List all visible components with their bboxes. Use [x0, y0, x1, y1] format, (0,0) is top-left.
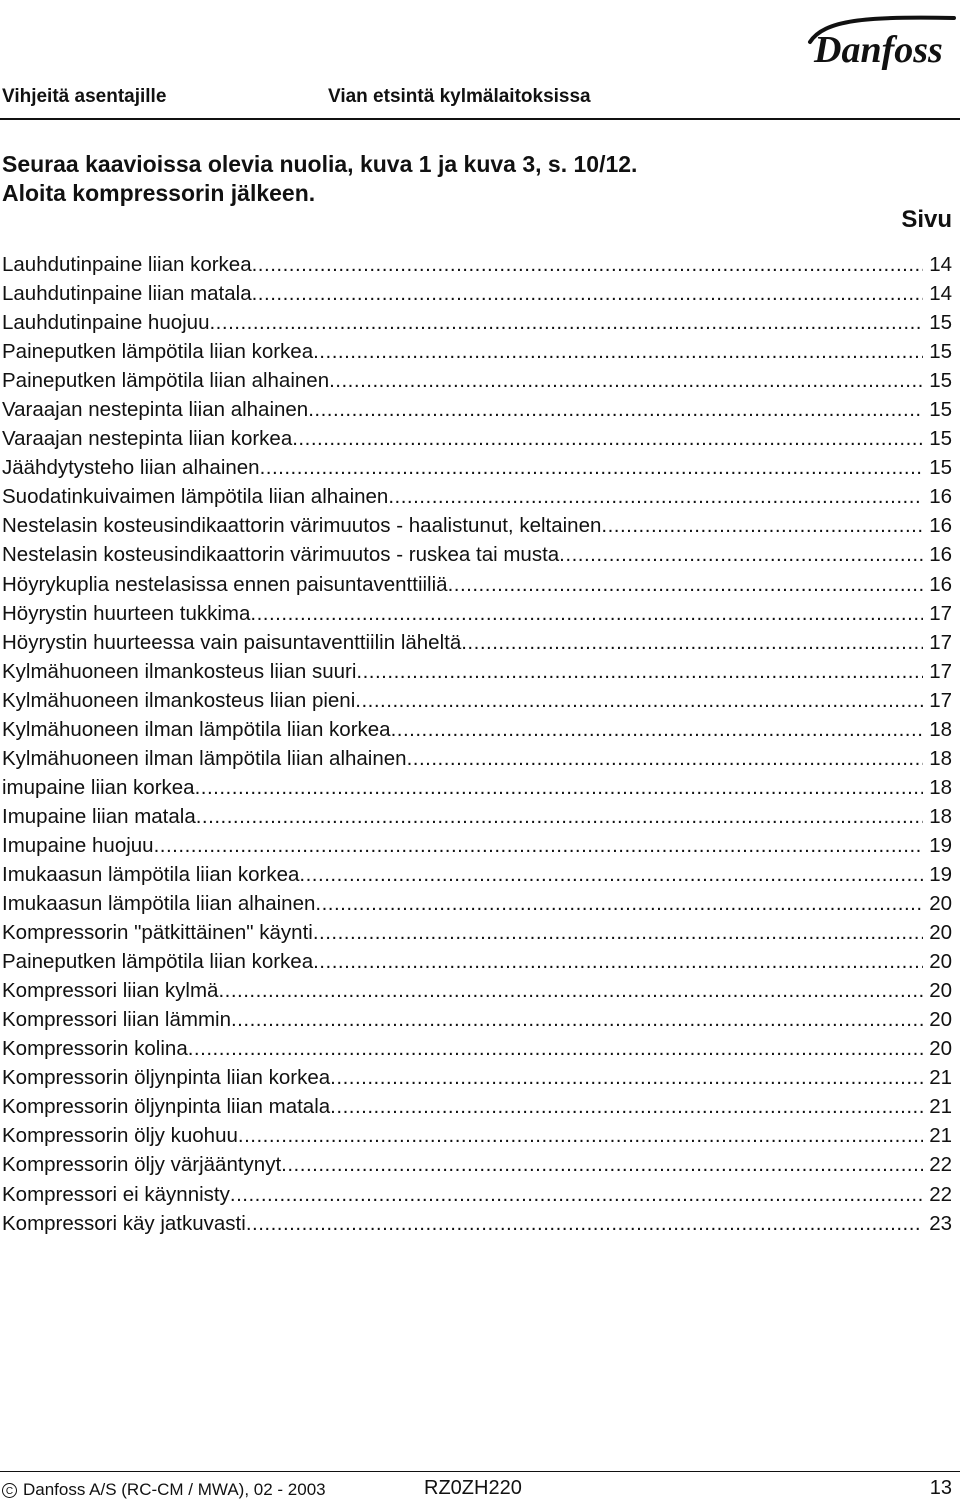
toc-dot-leader: [448, 570, 924, 599]
toc-entry-page: 18: [929, 746, 952, 770]
toc-entry-label: Varaajan nestepinta liian korkea: [2, 427, 293, 451]
toc-dot-leader: [355, 686, 923, 715]
toc-entry-page: 16: [929, 543, 952, 567]
toc-entry: [2, 1063, 952, 1092]
toc-entry-page: 14: [929, 282, 952, 306]
toc-entry: [2, 1180, 952, 1209]
toc-entry-page: 17: [929, 630, 952, 654]
toc-entry: [2, 860, 952, 889]
toc-dot-leader: [196, 802, 923, 831]
toc-dot-leader: [461, 628, 923, 657]
toc-dot-leader: [315, 889, 923, 918]
intro-text: [2, 150, 637, 208]
toc-dot-leader: [407, 744, 924, 773]
toc-entry: [2, 453, 952, 482]
toc-entry-label: Kompressori liian lämmin: [2, 1008, 231, 1032]
toc-entry-label: Höyrystin huurteessa vain paisuntaventtiilin läheltä: [2, 630, 462, 654]
toc-entry: [2, 279, 952, 308]
toc-entry: [2, 918, 952, 947]
toc-dot-leader: [330, 1092, 923, 1121]
footer-left-text: Danfoss A/S (RC-CM / MWA), 02 - 2003: [23, 1480, 326, 1499]
header-left-title: Vihjeitä asentajille: [2, 86, 167, 107]
toc-entry: [2, 1092, 952, 1121]
toc-entry-page: 20: [929, 892, 952, 916]
toc-entry-label: Imupaine liian matala: [2, 804, 196, 828]
toc-dot-leader: [218, 976, 923, 1005]
toc-dot-leader: [391, 715, 924, 744]
toc-entry-page: 16: [929, 485, 952, 509]
toc-entry-label: Paineputken lämpötila liian korkea: [2, 950, 314, 974]
toc-dot-leader: [313, 918, 923, 947]
toc-entry-label: Kompressorin öljynpinta liian matala: [2, 1095, 331, 1119]
toc-dot-leader: [330, 1063, 923, 1092]
toc-entry-label: Höyrystin huurteen tukkima: [2, 601, 251, 625]
toc-dot-leader: [260, 453, 924, 482]
toc-dot-leader: [154, 831, 924, 860]
toc-dot-leader: [292, 424, 923, 453]
toc-entry-page: 15: [929, 427, 952, 451]
toc-entry: [2, 366, 952, 395]
toc-entry-label: Imupaine huojuu: [2, 833, 154, 857]
toc-dot-leader: [246, 1209, 923, 1238]
toc-entry: [2, 744, 952, 773]
toc-entry: [2, 540, 952, 569]
toc-entry-page: 14: [929, 253, 952, 276]
toc-entry: [2, 802, 952, 831]
toc-entry-page: 19: [929, 833, 952, 857]
toc-entry-page: 21: [929, 1124, 952, 1148]
toc-dot-leader: [313, 947, 923, 976]
toc-entry: [2, 1034, 952, 1063]
toc-entry: [2, 250, 952, 279]
toc-entry-page: 16: [929, 514, 952, 538]
toc-entry-page: 21: [929, 1066, 952, 1090]
toc-entry: [2, 947, 952, 976]
copyright-icon: C: [2, 1483, 17, 1498]
toc-dot-leader: [252, 279, 924, 308]
toc-entry-label: Kompressori liian kylmä: [2, 979, 219, 1003]
toc-entry: [2, 511, 952, 540]
footer-page-number: 13: [929, 1477, 952, 1499]
danfoss-logo: [806, 12, 958, 72]
toc-entry: [2, 1121, 952, 1150]
toc-dot-leader: [313, 337, 923, 366]
toc-entry-page: 15: [929, 369, 952, 393]
toc-entry-page: 19: [929, 862, 952, 886]
header-right-title: Vian etsintä kylmälaitoksissa: [328, 86, 591, 107]
toc-entry: [2, 395, 952, 424]
toc-entry: [2, 628, 952, 657]
toc-entry-page: 23: [929, 1211, 952, 1235]
toc-entry-label: Kompressori käy jatkuvasti: [2, 1211, 246, 1235]
toc-dot-leader: [250, 599, 923, 628]
intro-line-1: Seuraa kaavioissa olevia nuolia, kuva 1 ja kuva 3, s. 10/12.: [2, 151, 638, 177]
toc-dot-leader: [356, 657, 923, 686]
footer-doc-code: RZ0ZH220: [424, 1477, 522, 1499]
footer-divider: [0, 1471, 960, 1472]
toc-entry: [2, 715, 952, 744]
toc-entry-label: Kompressori ei käynnisty: [2, 1182, 230, 1206]
toc-entry-label: Jäähdytysteho liian alhainen: [2, 456, 260, 480]
toc-dot-leader: [252, 250, 924, 279]
page-column-header: Sivu: [901, 206, 952, 233]
toc-entry-label: Suodatinkuivaimen lämpötila liian alhainen: [2, 485, 389, 509]
toc-entry-page: 20: [929, 1008, 952, 1032]
toc-entry-page: 17: [929, 601, 952, 625]
toc-dot-leader: [308, 395, 923, 424]
toc-entry-page: 22: [929, 1153, 952, 1177]
toc-entry-label: Kompressorin öljynpinta liian korkea: [2, 1066, 331, 1090]
toc-entry-label: Kompressorin "pätkittäinen" käynti: [2, 921, 313, 945]
toc-entry-page: 18: [929, 717, 952, 741]
toc-entry-page: 18: [929, 775, 952, 799]
toc-dot-leader: [188, 1034, 923, 1063]
toc-dot-leader: [238, 1121, 923, 1150]
toc-entry: [2, 773, 952, 802]
toc-entry: [2, 337, 952, 366]
toc-entry: [2, 424, 952, 453]
toc-entry-label: Varaajan nestepinta liian alhainen: [2, 398, 309, 422]
toc-entry: [2, 570, 952, 599]
toc-dot-leader: [209, 308, 923, 337]
toc-entry-page: 17: [929, 688, 952, 712]
toc-entry-page: 18: [929, 804, 952, 828]
toc-dot-leader: [329, 366, 923, 395]
toc-entry-label: imupaine liian korkea: [2, 775, 195, 799]
toc-entry: [2, 657, 952, 686]
toc-entry: [2, 1209, 952, 1238]
toc-entry: [2, 482, 952, 511]
toc-entry: [2, 1005, 952, 1034]
toc-dot-leader: [231, 1005, 923, 1034]
toc-entry: [2, 599, 952, 628]
intro-line-2: Aloita kompressorin jälkeen.: [2, 180, 316, 206]
toc-entry-label: Kylmähuoneen ilmankosteus liian pieni: [2, 688, 356, 712]
toc-entry-label: Kompressorin kolina: [2, 1037, 188, 1061]
toc-entry-page: 16: [929, 572, 952, 596]
toc-entry-page: 20: [929, 979, 952, 1003]
toc-entry-label: Imukaasun lämpötila liian alhainen: [2, 892, 316, 916]
toc-entry-label: Kylmähuoneen ilmankosteus liian suuri: [2, 659, 357, 683]
toc-entry-label: Imukaasun lämpötila liian korkea: [2, 862, 300, 886]
toc-entry: [2, 308, 952, 337]
toc-dot-leader: [388, 482, 923, 511]
toc-entry-page: 15: [929, 340, 952, 364]
toc-entry-label: Lauhdutinpaine liian korkea: [2, 253, 252, 276]
toc-entry-page: 15: [929, 398, 952, 422]
toc-dot-leader: [299, 860, 923, 889]
toc-entry: [2, 831, 952, 860]
toc-dot-leader: [195, 773, 924, 802]
toc-entry-label: Höyrykuplia nestelasissa ennen paisuntaventtiiliä: [2, 572, 448, 596]
toc-entry-label: Lauhdutinpaine liian matala: [2, 282, 252, 306]
toc-entry: [2, 686, 952, 715]
toc-entry-page: 20: [929, 950, 952, 974]
toc-dot-leader: [281, 1150, 923, 1179]
toc-entry-page: 17: [929, 659, 952, 683]
toc-entry-label: Paineputken lämpötila liian korkea: [2, 340, 314, 364]
toc-entry-label: Nestelasin kosteusindikaattorin värimuutos - ruskea tai musta: [2, 543, 560, 567]
toc-entry: [2, 976, 952, 1005]
header-divider: [0, 118, 960, 120]
toc-entry-page: 15: [929, 311, 952, 335]
toc-entry-page: 22: [929, 1182, 952, 1206]
toc-entry-page: 20: [929, 1037, 952, 1061]
svg-text:Danfoss: Danfoss: [814, 29, 943, 71]
toc-dot-leader: [230, 1180, 923, 1209]
toc-entry-label: Kylmähuoneen ilman lämpötila liian alhainen: [2, 746, 407, 770]
toc-entry-label: Lauhdutinpaine huojuu: [2, 311, 210, 335]
toc-entry-page: 21: [929, 1095, 952, 1119]
footer-left: [2, 1480, 326, 1500]
toc-entry-page: 20: [929, 921, 952, 945]
toc-entry: [2, 1150, 952, 1179]
toc-entry-label: Nestelasin kosteusindikaattorin värimuutos - haalistunut, keltainen: [2, 514, 602, 538]
toc-entry: [2, 889, 952, 918]
toc-entry-label: Kompressorin öljy värjääntynyt: [2, 1153, 282, 1177]
toc-entry-label: Paineputken lämpötila liian alhainen: [2, 369, 330, 393]
toc-dot-leader: [601, 511, 923, 540]
table-of-contents: [2, 250, 952, 1238]
toc-entry-label: Kylmähuoneen ilman lämpötila liian korkea: [2, 717, 391, 741]
toc-entry-label: Kompressorin öljy kuohuu: [2, 1124, 238, 1148]
toc-dot-leader: [559, 540, 923, 569]
toc-entry-page: 15: [929, 456, 952, 480]
